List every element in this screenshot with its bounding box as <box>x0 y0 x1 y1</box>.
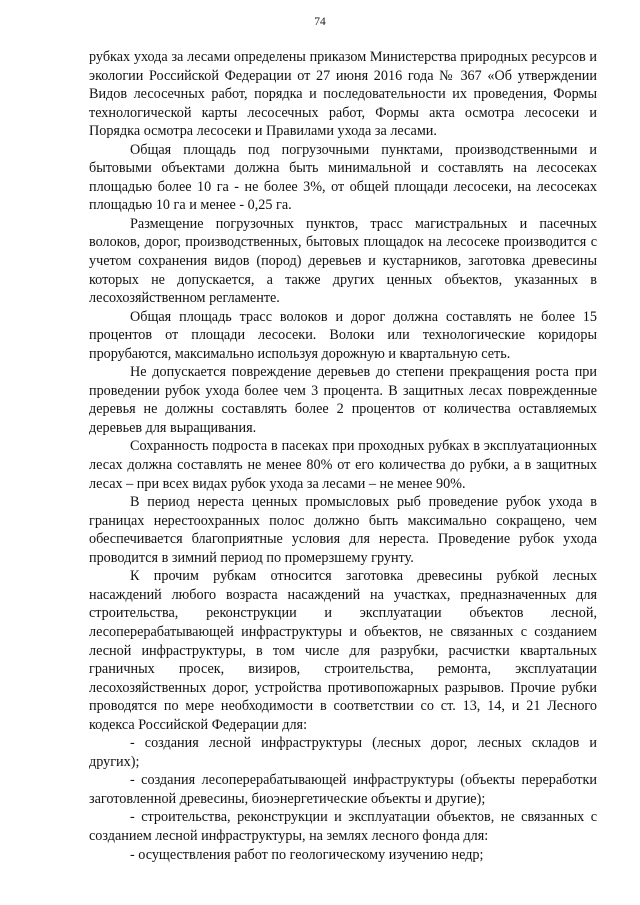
paragraph-loading-area: Общая площадь под погрузочными пунктами, производственными и бытовыми объектами должна быть минимальной и составлять на лесосеках площадью более 10 га - не более 3%, от общей площади лесосеки, на лесосеках площадью 10 га и менее - 0,25 га. <box>89 141 597 214</box>
paragraph-undergrowth: Сохранность подроста в пасеках при проходных рубках в эксплуатационных лесах должна составлять не менее 80% от его количества до рубки, а в защитных лесах – при всех видах рубок ухода за лесами – не менее 90%. <box>89 438 597 492</box>
paragraph-other-cuttings: К прочим рубкам относится заготовка древесины рубкой лесных насаждений любого возраста насаждений на участках, предназначенных для строительства, реконструкции и эксплуатации объектов лесной, лесоперерабатывающей инфраструктуры и объектов, не связанных с созданием лесной инфраструктуры, в том числе для разрубки, расчистки квартальных граничных просек, визиров, строительства, ремонта, эксплуатации лесохозяйственных дорог, устройства противопожарных разрывов. Прочие рубки проводятся по мере необходимости в соответствии со ст. 13, 14, и 21 Лесного кодекса Российской Федерации для: <box>89 568 597 733</box>
list-item: - строительства, реконструкции и эксплуатации объектов, не связанных с созданием лесной инфраструктуры, на землях лесного фонда для: <box>89 809 597 844</box>
paragraph-tree-damage: Не допускается повреждение деревьев до степени прекращения роста при проведении рубок ухода более чем 3 процента. В защитных лесах поврежденные деревья не должны составлять более 2 процентов от количества оставляемых деревьев для выращивания. <box>89 364 597 436</box>
list-item: - создания лесоперерабатывающей инфраструктуры (объекты переработки заготовленной древесины, биоэнергетические объекты и другие); <box>89 772 597 807</box>
paragraph-skid-trails: Общая площадь трасс волоков и дорог должна составлять не более 15 процентов от площади лесосеки. Волоки или технологические коридоры прорубаются, максимально используя дорожную и квартальную сеть. <box>89 308 597 362</box>
list-item: - создания лесной инфраструктуры (лесных дорог, лесных складов и других); <box>89 735 597 770</box>
paragraph-placement: Размещение погрузочных пунктов, трасс магистральных и пасечных волоков, дорог, производственных, бытовых площадок на лесосеке производится с учетом сохранения видов (пород) деревьев и кустарников, заготовка древесины которых не допускается, а также других ценных объектов, указанных в лесохозяйственном регламенте. <box>89 215 597 307</box>
body-text <box>89 48 597 864</box>
list-item: - осуществления работ по геологическому изучению недр; <box>130 846 484 863</box>
paragraph-continuation: рубках ухода за лесами определены приказом Министерства природных ресурсов и экологии Российской Федерации от 27 июня 2016 года № 367 «Об утверждении Видов лесосечных работ, порядка и последовательности их проведения, Формы технологической карты лесосечных работ, Формы акта осмотра лесосеки и Порядка осмотра лесосеки и Правилами ухода за лесами. <box>89 49 597 140</box>
paragraph-spawning: В период нереста ценных промысловых рыб проведение рубок ухода в границах нерестоохранных полос должно быть максимально сокращено, чем обеспечивается благоприятные условия для нереста. Проведение рубок ухода проводится в зимний период по промерзшему грунту. <box>89 494 597 566</box>
page-number: 74 <box>314 16 326 28</box>
